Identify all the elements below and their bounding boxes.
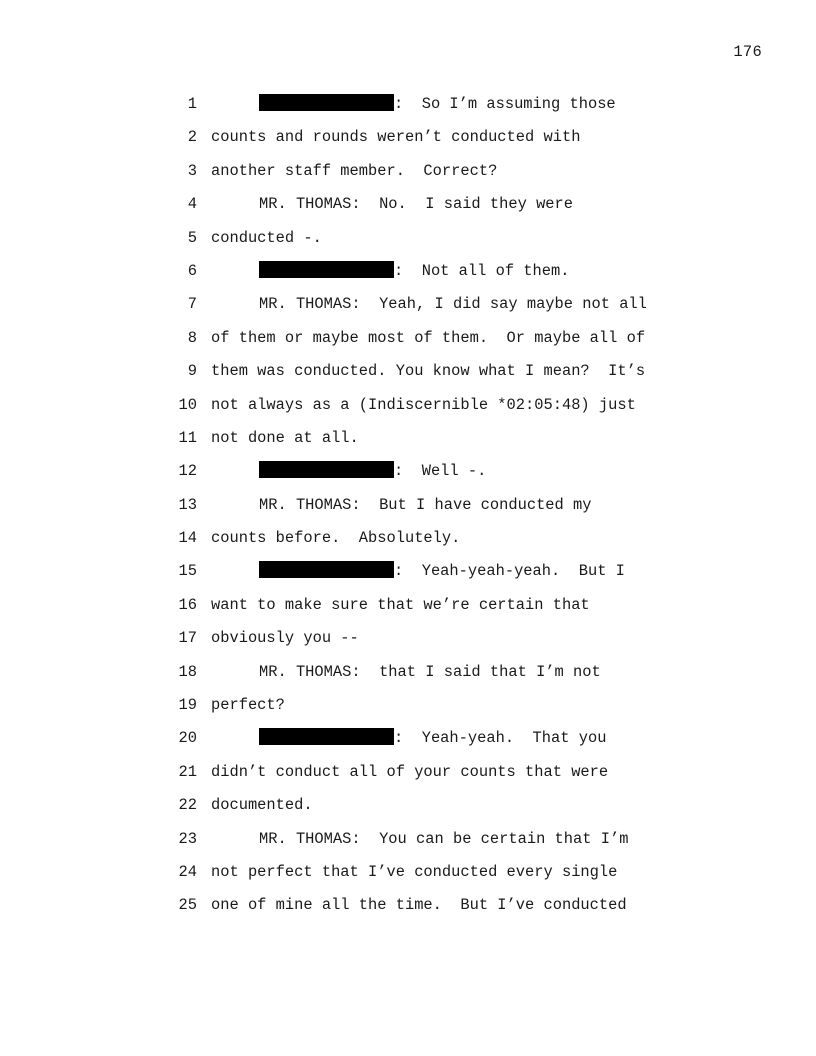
transcript-line [174, 92, 774, 125]
transcript-line [174, 159, 774, 192]
line-number: 24 [178, 862, 197, 881]
transcript-line [174, 660, 774, 693]
transcript-line [174, 393, 774, 426]
transcript-line [174, 893, 774, 926]
transcript-line [174, 760, 774, 793]
line-text: another staff member. Correct? [211, 161, 498, 180]
line-number: 12 [178, 462, 197, 481]
line-content [211, 259, 569, 283]
transcript-line [174, 493, 774, 526]
line-text: documented. [211, 796, 313, 815]
transcript-line [174, 626, 774, 659]
speaker-name-redaction [259, 94, 394, 111]
line-content [211, 159, 497, 183]
line-number: 11 [178, 428, 197, 447]
line-number: 23 [178, 829, 197, 848]
line-number: 22 [178, 796, 197, 815]
transcript-line [174, 359, 774, 392]
transcript-line [174, 426, 774, 459]
line-number: 6 [187, 261, 197, 280]
transcript-line [174, 693, 774, 726]
transcript-line [174, 125, 774, 158]
line-text: MR. THOMAS: Yeah, I did say maybe not all [259, 295, 647, 314]
line-number: 19 [178, 696, 197, 715]
line-number: 10 [178, 395, 197, 414]
line-content [211, 893, 627, 917]
line-text: one of mine all the time. But I’ve conducted [211, 896, 627, 915]
line-content [211, 726, 606, 750]
line-text: MR. THOMAS: No. I said they were [259, 195, 574, 214]
transcript-line [174, 827, 774, 860]
transcript-line [174, 192, 774, 225]
transcript-line [174, 726, 774, 759]
line-content [211, 92, 616, 116]
line-text: : Well -. [394, 462, 487, 481]
transcript-body [174, 92, 774, 927]
line-text: : Yeah-yeah. That you [394, 729, 607, 748]
line-content [211, 593, 590, 617]
line-number: 14 [178, 529, 197, 548]
line-text: want to make sure that we’re certain that [211, 595, 590, 614]
line-number: 21 [178, 762, 197, 781]
line-content [211, 793, 313, 817]
line-text: conducted -. [211, 228, 322, 247]
line-text: counts before. Absolutely. [211, 529, 461, 548]
speaker-name-redaction [259, 261, 394, 278]
speaker-name-redaction [259, 461, 394, 478]
line-text: obviously you -- [211, 629, 359, 648]
line-content [211, 693, 285, 717]
line-number: 7 [187, 295, 197, 314]
line-content [211, 125, 580, 149]
line-text: MR. THOMAS: that I said that I’m not [259, 662, 601, 681]
line-number: 1 [187, 95, 197, 113]
transcript-line [174, 559, 774, 592]
transcript-line [174, 292, 774, 325]
line-content [211, 860, 617, 884]
line-text: : Yeah-yeah-yeah. But I [394, 562, 625, 581]
line-number: 20 [178, 729, 197, 748]
line-text: of them or maybe most of them. Or maybe all of [211, 328, 646, 347]
line-number: 16 [178, 595, 197, 614]
line-content [211, 192, 573, 216]
line-content [211, 292, 647, 316]
transcript-line [174, 226, 774, 259]
line-number: 2 [187, 128, 197, 147]
line-text: them was conducted. You know what I mean? It’s [211, 362, 646, 381]
line-number: 9 [187, 362, 197, 381]
line-number: 25 [178, 896, 197, 915]
line-content [211, 359, 645, 383]
transcript-line [174, 860, 774, 893]
transcript-line [174, 526, 774, 559]
line-text: not perfect that I’ve conducted every single [211, 862, 618, 881]
line-content [211, 226, 322, 250]
transcript-line [174, 593, 774, 626]
line-number: 15 [178, 562, 197, 581]
speaker-name-redaction [259, 728, 394, 745]
speaker-name-redaction [259, 561, 394, 578]
line-number: 18 [178, 662, 197, 681]
line-text: not always as a (Indiscernible *02:05:48) just [211, 395, 636, 414]
line-number: 5 [187, 228, 197, 247]
line-text: MR. THOMAS: You can be certain that I’m [259, 829, 629, 848]
line-text: perfect? [211, 696, 285, 715]
line-text: : Not all of them. [394, 261, 570, 280]
line-text: MR. THOMAS: But I have conducted my [259, 495, 592, 514]
line-content [211, 760, 608, 784]
line-content [211, 326, 645, 350]
line-content [211, 827, 628, 851]
line-number: 4 [187, 195, 197, 214]
line-text: counts and rounds weren’t conducted with [211, 128, 581, 147]
line-content [211, 426, 359, 450]
line-content [211, 526, 460, 550]
transcript-line [174, 259, 774, 292]
transcript-line [174, 459, 774, 492]
line-number: 3 [187, 161, 197, 180]
transcript-line [174, 793, 774, 826]
transcript-line [174, 326, 774, 359]
line-text: didn’t conduct all of your counts that were [211, 762, 609, 781]
line-content [211, 459, 486, 483]
line-text: not done at all. [211, 428, 359, 447]
line-number: 17 [178, 629, 197, 648]
page-number: 176 [733, 43, 762, 61]
line-content [211, 393, 636, 417]
line-content [211, 493, 592, 517]
line-content [211, 660, 601, 684]
line-content [211, 559, 625, 583]
line-number: 13 [178, 495, 197, 514]
line-number: 8 [187, 328, 197, 347]
line-content [211, 626, 359, 650]
line-text: : So I’m assuming those [394, 95, 616, 113]
